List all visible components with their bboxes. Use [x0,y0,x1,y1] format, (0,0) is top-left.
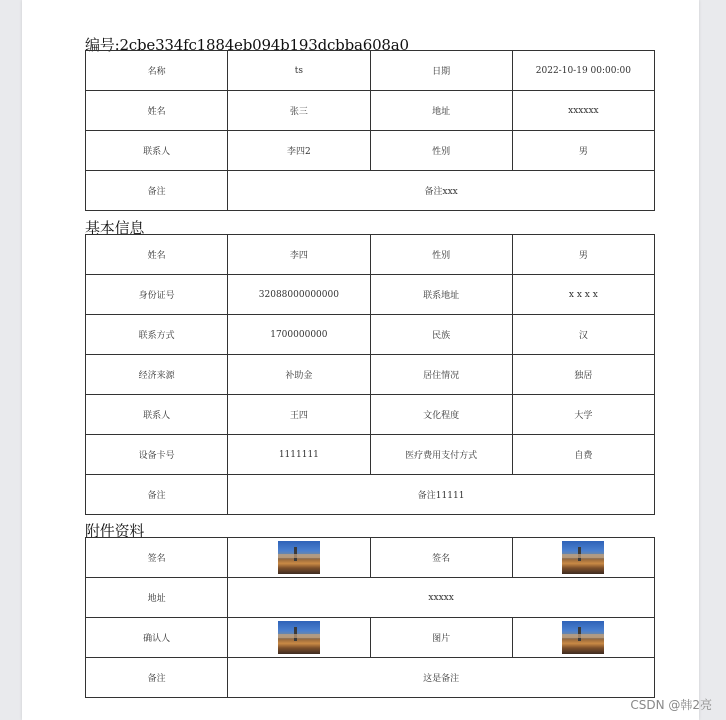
cell-label: 姓名 [86,91,228,131]
record-table [85,50,655,211]
cell-value: xxxxx [228,578,655,618]
cell-value: 李四2 [228,131,370,171]
cell-image [512,618,654,658]
cell-value: 补助金 [228,355,370,395]
cell-label: 性别 [370,131,512,171]
table-row [86,91,655,131]
cell-value: 独居 [512,355,654,395]
cell-value: 1111111 [228,435,370,475]
cell-label: 备注 [86,171,228,211]
cell-label: 姓名 [86,235,228,275]
cell-value: 备注11111 [228,475,655,515]
cell-label: 备注 [86,658,228,698]
attachment-image[interactable] [562,621,604,654]
table-row [86,618,655,658]
cell-value: 自费 [512,435,654,475]
cell-image [228,538,370,578]
table-row [86,538,655,578]
cell-value: 李四 [228,235,370,275]
table-row [86,475,655,515]
attachments-heading: 附件资料 [85,522,145,540]
cell-value: 这是备注 [228,658,655,698]
cell-image [228,618,370,658]
signature-image[interactable] [278,541,320,574]
cell-label: 联系方式 [86,315,228,355]
cell-value: 汉 [512,315,654,355]
attachments-table [85,537,655,698]
cell-label: 地址 [86,578,228,618]
cell-label: 身份证号 [86,275,228,315]
cell-value: 32088000000000 [228,275,370,315]
cell-value: ts [228,51,370,91]
table-row [86,131,655,171]
cell-label: 文化程度 [370,395,512,435]
table-row [86,355,655,395]
table-row [86,51,655,91]
basic-info-table [85,234,655,515]
cell-label: 备注 [86,475,228,515]
cell-value: 备注xxx [228,171,655,211]
cell-label: 联系人 [86,131,228,171]
table-row [86,171,655,211]
cell-value: 男 [512,131,654,171]
basic-info-heading: 基本信息 [85,219,145,237]
cell-label: 联系人 [86,395,228,435]
cell-label: 签名 [370,538,512,578]
record-id-heading: 编号:2cbe334fc1884eb094b193dcbba608a0 [85,36,409,54]
cell-label: 联系地址 [370,275,512,315]
cell-label: 设备卡号 [86,435,228,475]
table-row [86,658,655,698]
document-page [22,0,699,720]
table-row [86,435,655,475]
cell-label: 民族 [370,315,512,355]
watermark-text: CSDN @韩2亮 [630,698,712,712]
table-row [86,315,655,355]
cell-value: 男 [512,235,654,275]
cell-label: 名称 [86,51,228,91]
cell-value: 1700000000 [228,315,370,355]
cell-label: 性别 [370,235,512,275]
cell-label: 确认人 [86,618,228,658]
cell-value: 大学 [512,395,654,435]
table-row [86,395,655,435]
cell-label: 居住情况 [370,355,512,395]
cell-label: 图片 [370,618,512,658]
cell-value: 张三 [228,91,370,131]
cell-value: 王四 [228,395,370,435]
signature-image[interactable] [562,541,604,574]
cell-value: x x x x [512,275,654,315]
table-row [86,275,655,315]
cell-label: 日期 [370,51,512,91]
cell-value: xxxxxx [512,91,654,131]
cell-image [512,538,654,578]
cell-label: 地址 [370,91,512,131]
cell-label: 医疗费用支付方式 [370,435,512,475]
table-row [86,235,655,275]
cell-label: 签名 [86,538,228,578]
confirmer-image[interactable] [278,621,320,654]
cell-label: 经济来源 [86,355,228,395]
table-row [86,578,655,618]
cell-value: 2022-10-19 00:00:00 [512,51,654,91]
